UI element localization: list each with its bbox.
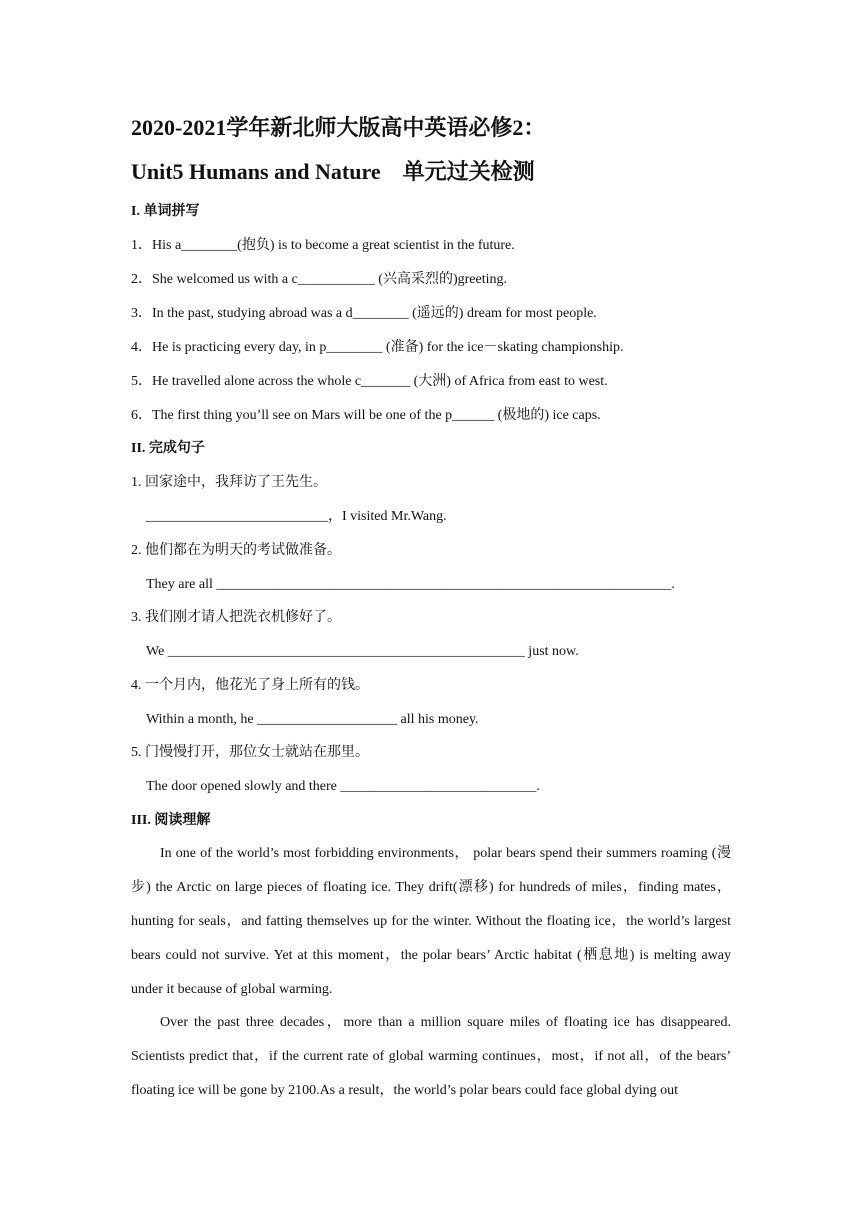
section-heading-reading: III. 阅读理解 — [131, 813, 211, 828]
sentence-item-2-chinese: 2. 他们都在为明天的考试做准备。 — [131, 543, 341, 558]
sentence-item-3-chinese: 3. 我们刚才请人把洗衣机修好了。 — [131, 610, 341, 625]
section-heading-sentences: II. 完成句子 — [131, 441, 205, 456]
vocab-item-6: 6．The first thing you’ll see on Mars will be one of the p______ (极地的) ice caps. — [131, 408, 601, 423]
sentence-item-1-english: __________________________，I visited Mr.Wang. — [146, 509, 447, 524]
vocab-item-3: 3．In the past, studying abroad was a d________ (遥远的) dream for most people. — [131, 306, 597, 321]
sentence-item-3-english: We ___________________________________________________ just now. — [146, 644, 579, 659]
sentence-item-5-chinese: 5. 门慢慢打开，那位女士就站在那里。 — [131, 745, 369, 760]
section-heading-vocabulary: I. 单词拼写 — [131, 204, 200, 219]
reading-paragraph-2: Over the past three decades，more than a million square miles of floating ice has disappeared. Scientists predict that，if the current rate of global warming continues，most，if not all，of the bears’ floating ice will be gone by 2100.As a result，the world’s polar bears could face global dying out — [131, 1015, 731, 1098]
vocab-item-1: 1．His a________(抱负) is to become a great scientist in the future. — [131, 238, 515, 253]
sentence-item-2-english: They are all _________________________________________________________________. — [146, 577, 675, 592]
vocab-item-2: 2．She welcomed us with a c___________ (兴高采烈的)greeting. — [131, 272, 507, 287]
sentence-item-4-chinese: 4. 一个月内，他花光了身上所有的钱。 — [131, 678, 369, 693]
sentence-item-1-chinese: 1. 回家途中，我拜访了王先生。 — [131, 475, 327, 490]
document-subtitle: Unit5 Humans and Nature 单元过关检测 — [131, 159, 535, 184]
sentence-item-4-english: Within a month, he ____________________ all his money. — [146, 712, 479, 727]
reading-paragraph-1: In one of the world’s most forbidding environments， polar bears spend their summers roaming (漫步) the Arctic on large pieces of floating ice. They drift(漂移) for hundreds of miles，finding mates，hunting for seals，and fatting themselves up for the winter. Without the floating ice，the world’s largest bears could not survive. Yet at this moment，the polar bears’ Arctic habitat (栖息地) is melting away under it because of global warming. — [131, 846, 731, 997]
vocab-item-5: 5．He travelled alone across the whole c_______ (大洲) of Africa from east to west. — [131, 374, 608, 389]
document-title: 2020-2021学年新北师大版高中英语必修2： — [131, 115, 546, 140]
vocab-item-4: 4．He is practicing every day, in p________ (准备) for the ice－skating championship. — [131, 340, 624, 355]
sentence-item-5-english: The door opened slowly and there ____________________________. — [146, 779, 540, 794]
